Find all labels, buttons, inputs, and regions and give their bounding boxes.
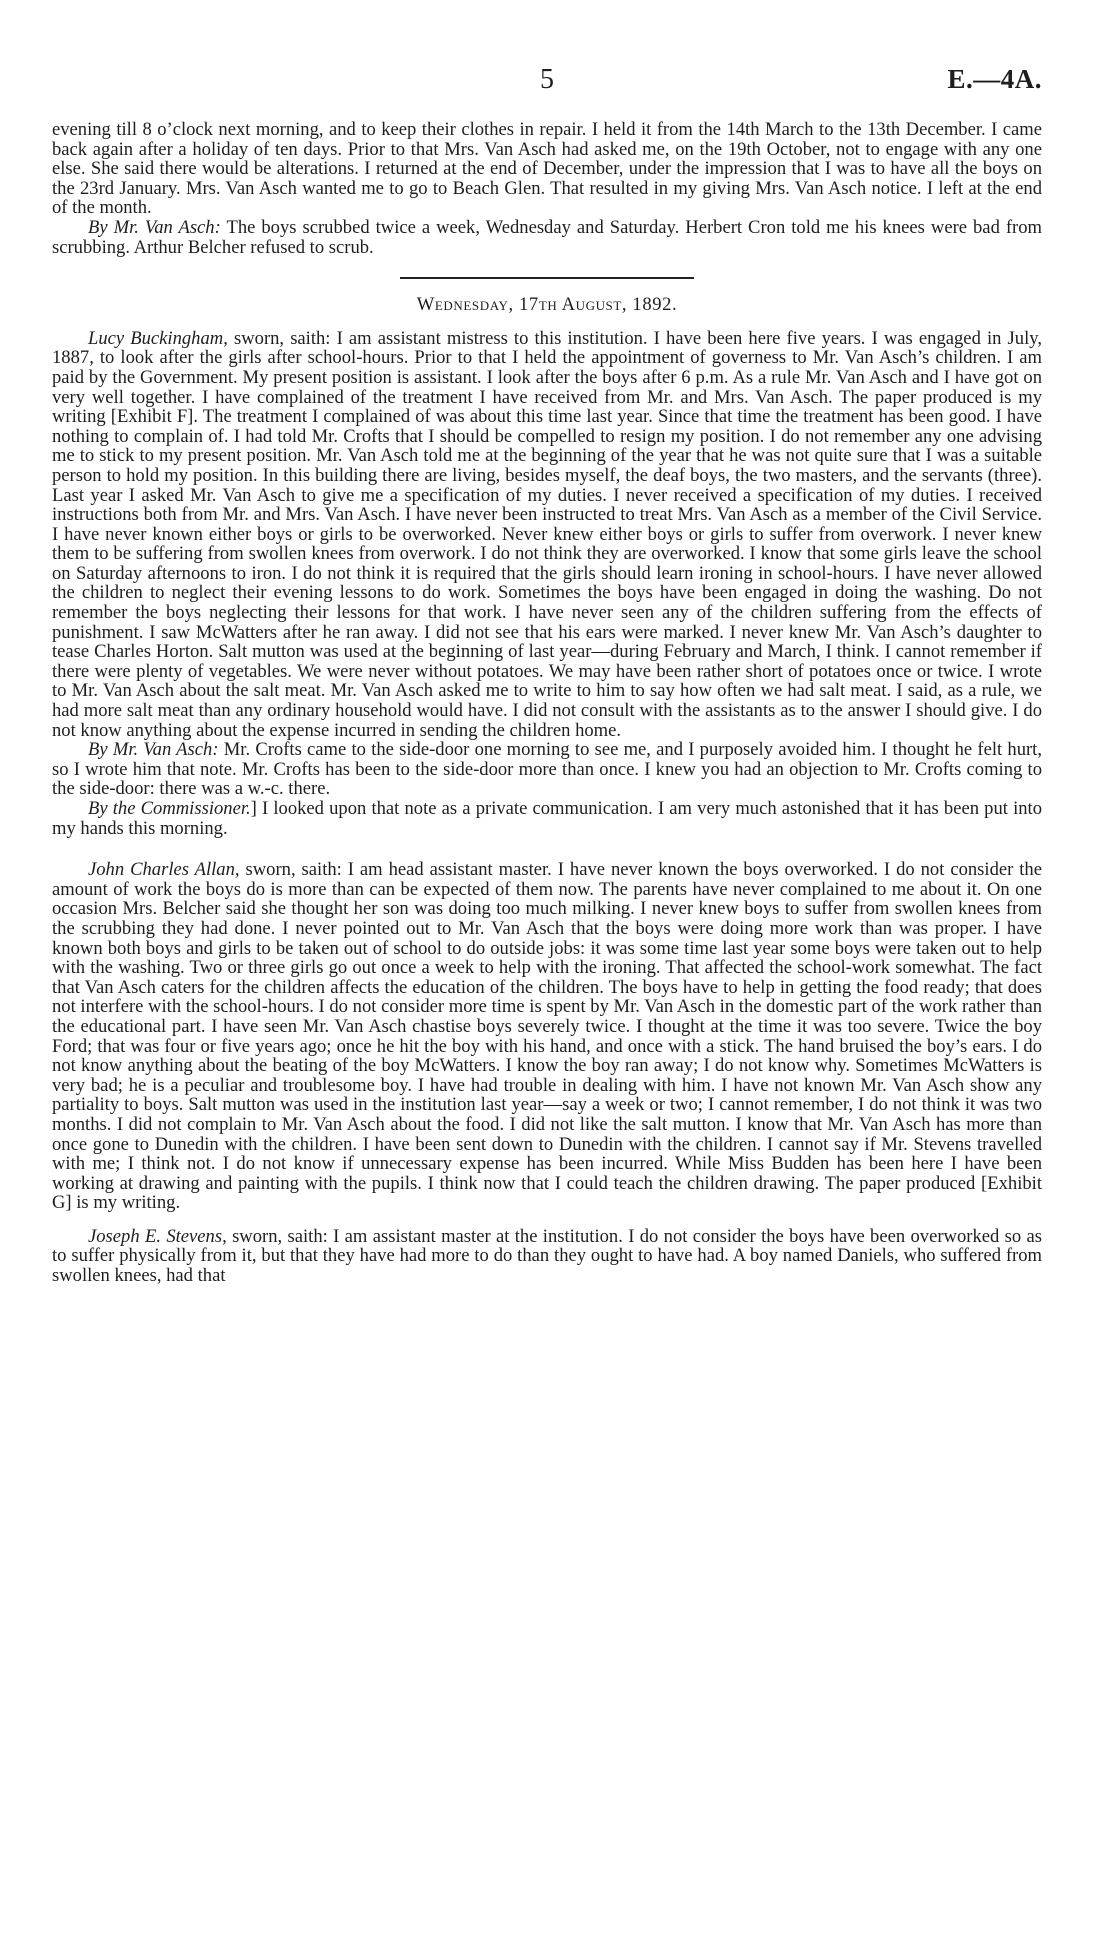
- section-divider: [400, 277, 694, 279]
- document-page: [52, 0, 1042, 1939]
- paragraph-testimony: [52, 329, 1042, 740]
- paragraph-testimony: [52, 860, 1042, 1213]
- paragraph-gap: [52, 1213, 1042, 1227]
- paragraph-gap: [52, 838, 1042, 860]
- paragraph-text: sworn, saith: I am head assistant master. I have never known the boys overworked. I do not consider the amount of work the boys do is more than can be expected of them now. The parents have never complained to me about it. On one occasion Mrs. Belcher said she thought her son was doing too much milking. I never knew boys to suffer from swollen knees from the scrubbing they had done. I never pointed out to Mr. Van Asch that the boys were doing more work than was proper. I have known both boys and girls to be taken out of school to do outside jobs: it was some time last year some boys were taken out to help with the washing. Two or three girls go out once a week to help with the ironing. That affected the school-work somewhat. The fact that Van Asch caters for the children affects the education of the children. The boys have to help in getting the food ready; that does not interfere with the school-hours. I do not consider more time is spent by Mr. Van Asch in the domestic part of the work rather than the educational part. I have seen Mr. Van Asch chastise boys severely twice. I thought at the time it was too severe. Twice the boy Ford; that was four or five years ago; once he hit the boy with his hand, and once with a stick. The hand bruised the boy’s ears. I do not know anything about the beating of the boy McWatters. I know the boy ran away; I do not know why. Sometimes McWatters is very bad; he is a peculiar and troublesome boy. I have had trouble in dealing with him. I have not known Mr. Van Asch show any partiality to boys. Salt mutton was used in the institution last year—say a week or two; I cannot remember, I do not think it was two months. I did not complain to Mr. Van Asch about the food. I did not like the salt mutton. I know that Mr. Van Asch has more than once gone to Dunedin with the children. I have been sent down to Dunedin with the children. I cannot say if Mr. Stevens travelled with me; I think not. I do not know if unnecessary expense has been incurred. While Miss Budden has been here I have been working at drawing and painting with the pupils. I think now that I could teach the children drawing. The paper produced [Exhibit G] is my writing.: [52, 859, 1042, 1214]
- paragraph-text: Mr. Crofts came to the side-door one morning to see me, and I purposely avoided him. I thought he felt hurt, so I wrote him that note. Mr. Crofts has been to the side-door more than once. I knew you had an objection to Mr. Crofts coming to the side-door: there was a w.-c. there.: [52, 739, 1042, 800]
- witness-name: Lucy Buckingham,: [88, 327, 228, 349]
- document-body: [52, 120, 1042, 1286]
- paragraph-text: sworn, saith: I am assistant mistress to this institution. I have been here five years. I was engaged in July, 1887, to look after the girls after school-hours. Prior to that I held the appointment of governess to Mr. Van Asch’s children. I am paid by the Government. My present position is assistant. I look after the boys after 6 p.m. As a rule Mr. Van Asch and I have got on very well together. I have complained of the treatment I have received from Mr. and Mrs. Van Asch. The paper produced is my writing [Exhibit F]. The treatment I complained of was about this time last year. Since that time the treatment has been good. I have nothing to complain of. I had told Mr. Crofts that I should be compelled to resign my position. I do not remember any one advising me to stick to my present position. Mr. Van Asch told me at the beginning of the year that he was not quite sure that I was a suitable person to hold my position. In this building there are living, besides myself, the deaf boys, the two masters, and the servants (three). Last year I asked Mr. Van Asch to give me a specification of my duties. I never received a specification of my duties. I received instructions both from Mr. and Mrs. Van Asch. I have never been instructed to treat Mrs. Van Asch as a member of the Civil Service. I have never known either boys or girls to be overworked. Never knew either boys or girls to suffer from overwork. I never knew them to be suffering from swollen knees from overwork. I do not think they are overworked. I know that some girls leave the school on Saturday afternoons to iron. I do not think it is required that the girls should learn ironing in school-hours. I have never allowed the children to neglect their evening lessons to do work. Sometimes the boys have been engaged in doing the washing. Do not remember the boys neglecting their lessons for that work. I have never seen any of the children suffering from the effects of punishment. I saw McWatters after he ran away. I did not see that his ears were marked. I never knew Mr. Van Asch’s daughter to tease Charles Horton. Salt mutton was used at the beginning of last year—during February and March, I think. I cannot remember if there were plenty of vegetables. We were never without potatoes. We may have been rather short of potatoes once or twice. I wrote to Mr. Van Asch about the salt meat. Mr. Van Asch asked me to write to him to say how often we had salt meat. I said, as a rule, we had more salt meat than any ordinary household would have. I did not consult with the assistants as to the answer I should give. I do not know anything about the expense incurred in sending the children home.: [52, 327, 1042, 741]
- paragraph-commissioner: [52, 799, 1042, 838]
- witness-name: Joseph E. Stevens,: [88, 1225, 227, 1247]
- paragraph-text: sworn, saith: I am assistant master at the institution. I do not consider the boys have been overworked so as to suffer physically from it, but that they have had more to do than they ought to have had. A boy named Daniels, who suffered from swollen knees, had that: [52, 1225, 1042, 1287]
- paragraph-continuation: evening till 8 o’clock next morning, and to keep their clothes in repair. I held it from the 14th March to the 13th December. I came back again after a holiday of ten days. Prior to that Mrs. Van Asch had asked me, on the 19th October, not to engage with any one else. She said there would be alterations. I returned at the end of December, under the impression that I was to have all the boys on the 23rd January. Mrs. Van Asch wanted me to go to Beach Glen. That resulted in my giving Mrs. Van Asch notice. I left at the end of the month.: [52, 119, 1042, 219]
- paragraph-testimony: [52, 1227, 1042, 1286]
- examiner-name: By Mr. Van Asch:: [88, 216, 221, 238]
- paragraph-text: The boys scrubbed twice a week, Wednesday and Saturday. Herbert Cron told me his knees were bad from scrubbing. Arthur Belcher refused to scrub.: [52, 216, 1043, 258]
- paragraph-cross-examination: [52, 740, 1042, 799]
- document-reference: E.—4A.: [947, 64, 1042, 94]
- page-header: [52, 64, 1042, 104]
- witness-name: John Charles Allan,: [88, 859, 240, 881]
- paragraph-cross-examination: [52, 218, 1042, 257]
- examiner-name: By Mr. Van Asch:: [88, 739, 219, 761]
- examiner-name: By the Commissioner.: [88, 798, 251, 819]
- page-number: 5: [540, 64, 554, 95]
- date-heading: Wednesday, 17th August, 1892.: [416, 294, 678, 316]
- paragraph-text: ] I looked upon that note as a private communication. I am very much astonished that it has been put into my hands this morning.: [52, 798, 1042, 839]
